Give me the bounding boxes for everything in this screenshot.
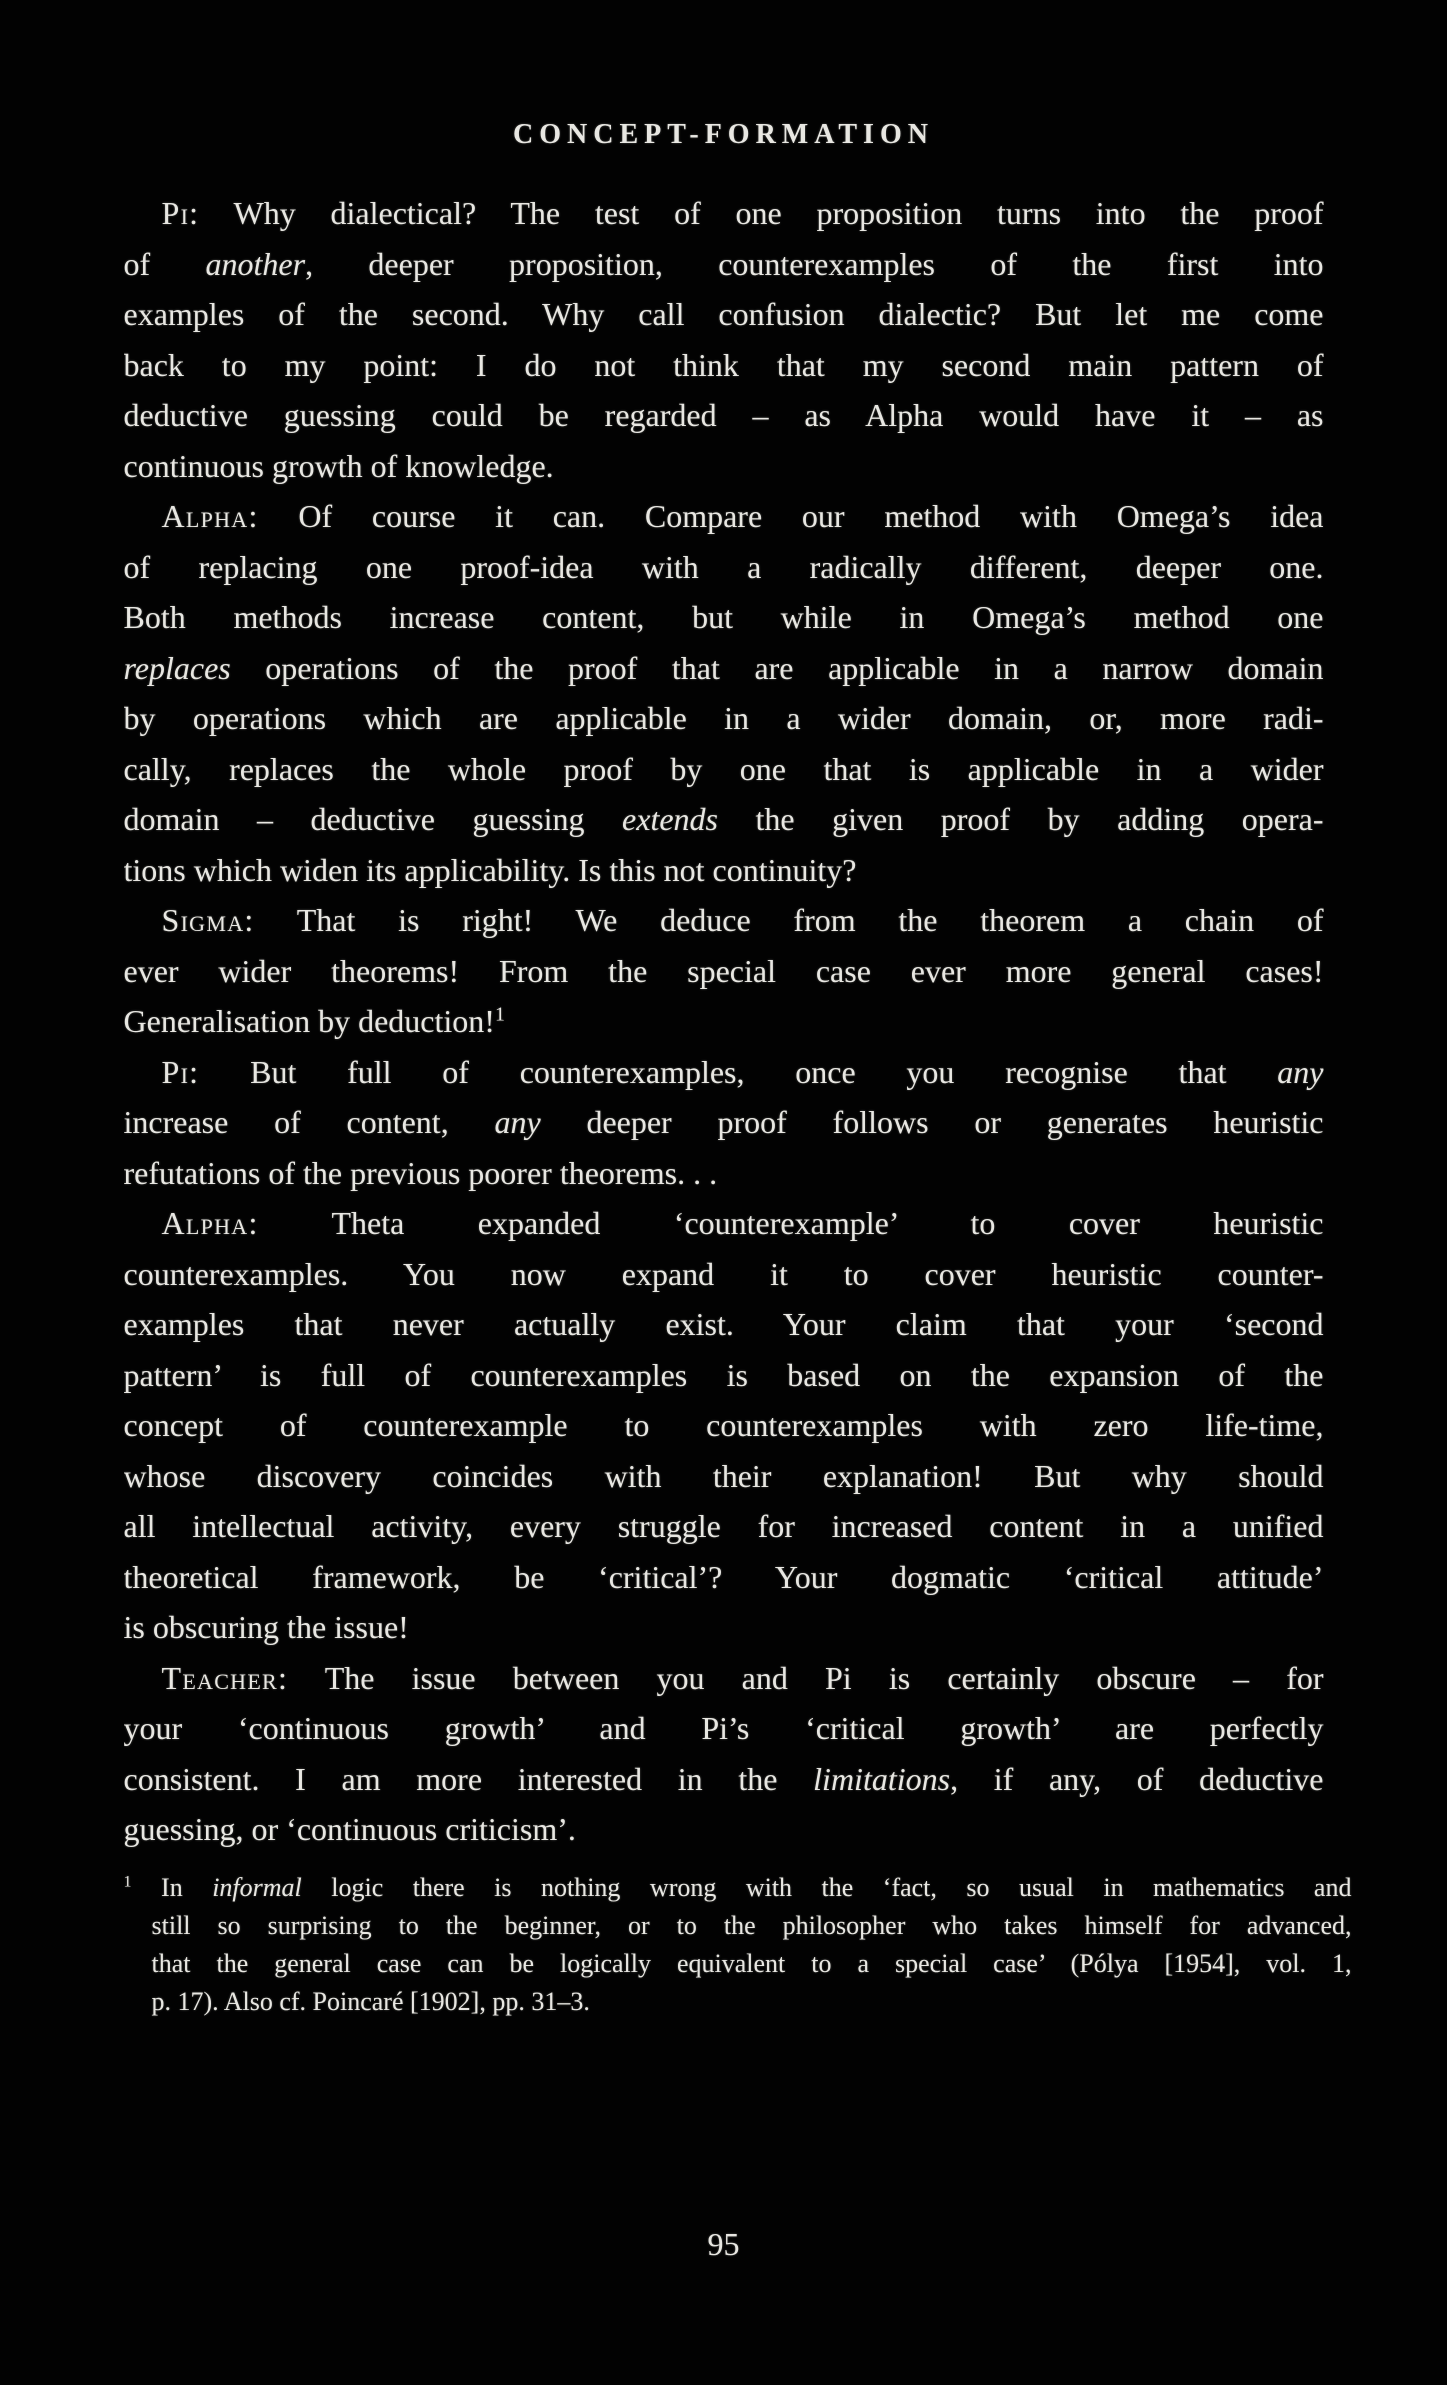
text-segment: Of course it can. Compare our method with Omega’s idea [258,498,1324,534]
text-segment: whose discovery coincides with their explanation! But why should [123,1457,1324,1494]
text-segment: another [205,245,306,282]
text-line [124,390,1324,441]
text-segment: counterexamples. You now expand it to cover heuristic counter- [123,1255,1324,1292]
text-line [124,542,1324,593]
text-line [124,1945,1352,1983]
text-line [124,1869,1352,1907]
text-line [124,239,1324,290]
text-line [124,491,1324,542]
text-segment: Theta expanded ‘counterexample’ to cover heuristic [258,1205,1324,1241]
text-segment: domain – deductive guessing [123,801,623,837]
footnote [123,1869,1352,2021]
text-segment: operations of the proof that are applicable in a narrow domain [230,649,1324,686]
text-line [124,946,1324,997]
text-line [124,289,1324,340]
speaker-label: Teacher: [161,1659,289,1696]
text-line [124,1350,1324,1401]
paragraph [124,1047,1324,1199]
text-segment: increase of content, [123,1104,495,1140]
footnote-ref: 1 [123,1872,132,1890]
page-body [124,188,1324,1855]
text-segment: logic there is nothing wrong with the ‘fact, so usual in mathematics and [301,1872,1352,1902]
text-line [124,895,1324,946]
text-line [124,1602,1324,1653]
text-segment: examples of the second. Why call confusion dialectic? But let me come [123,296,1324,332]
text-segment: In [131,1872,213,1902]
text-segment: Generalisation by deduction! [123,1003,495,1039]
text-segment: the given proof by adding opera- [717,801,1324,837]
text-line [124,1451,1324,1502]
text-segment: examples that never actually exist. Your claim that your ‘second [123,1306,1324,1342]
text-line [124,1552,1324,1603]
text-line [124,592,1324,643]
text-line [124,1148,1324,1199]
paragraph [124,491,1324,895]
text-segment: all intellectual activity, every struggle for increased content in a unified [123,1508,1324,1544]
text-line [124,188,1324,239]
speaker-label: Sigma: [161,902,255,938]
footnote-ref: 1 [494,1003,505,1026]
speaker-label: Alpha: [161,498,259,534]
text-segment: Both methods increase content, but while in Omega’s method one [123,599,1324,635]
text-line [124,643,1324,694]
text-segment: theoretical framework, be ‘critical’? Your dogmatic ‘critical attitude’ [123,1558,1324,1595]
text-line [124,1983,1352,2021]
page-number: 95 [707,2225,740,2262]
text-line [124,1804,1324,1855]
page-content [123,0,1352,2264]
page-header: CONCEPT-FORMATION [513,119,934,150]
text-segment: any [494,1104,541,1140]
text-segment: that the general case can be logically equivalent to a special case’ (Pólya [1954], vol. 1, [151,1948,1352,1978]
paragraph [124,188,1324,491]
text-segment: Why dialectical? The test of one proposition turns into the proof [199,195,1324,231]
text-segment: refutations of the previous poorer theorems. . . [123,1154,718,1191]
text-line [124,794,1324,845]
text-segment: concept of counterexample to counterexamples with zero life-time, [123,1407,1324,1443]
text-line [124,1198,1324,1249]
text-segment: deductive guessing could be regarded – as Alpha would have it – as [123,397,1324,433]
text-segment: p. 17). Also cf. Poincaré [1902], pp. 31–3. [151,1986,590,2016]
text-line [124,1703,1324,1754]
speaker-label: Alpha: [161,1205,259,1241]
text-segment: of [123,245,206,282]
text-segment: , if any, of deductive [950,1760,1324,1797]
text-segment: limitations [813,1760,951,1797]
text-line [124,1653,1324,1704]
speaker-label: Pi: [161,195,200,231]
text-segment: That is right! We deduce from the theorem a chain of [254,902,1324,938]
text-segment: any [1277,1053,1324,1090]
text-segment: deeper proof follows or generates heuristic [540,1104,1324,1140]
text-line [124,1501,1324,1552]
paragraph [124,1198,1324,1653]
text-line [124,1907,1352,1945]
text-segment: back to my point: I do not think that my second main pattern of [123,346,1324,383]
text-segment: of replacing one proof-idea with a radically different, deeper one. [123,548,1324,585]
speaker-label: Pi: [161,1053,200,1090]
text-line [124,1754,1324,1805]
text-segment: pattern’ is full of counterexamples is based on the expansion of the [123,1356,1324,1393]
text-line [124,1249,1324,1300]
paragraph [124,895,1324,1047]
text-line [124,1400,1324,1451]
text-segment: ever wider theorems! From the special case ever more general cases! [123,952,1324,989]
text-line [124,996,1324,1047]
text-line [124,693,1324,744]
text-segment: still so surprising to the beginner, or to the philosopher who takes himself for advanced, [151,1910,1352,1940]
text-segment: informal [212,1872,302,1902]
paragraph [124,1653,1324,1855]
text-segment: continuous growth of knowledge. [123,447,554,484]
text-segment: consistent. I am more interested in the [123,1760,814,1797]
text-line [124,845,1324,896]
text-segment: your ‘continuous growth’ and Pi’s ‘critical growth’ are perfectly [123,1710,1324,1746]
text-segment: , deeper proposition, counterexamples of the first into [305,245,1324,282]
text-segment: extends [622,801,718,837]
text-line [124,744,1324,795]
text-segment: But full of counterexamples, once you recognise that [199,1053,1278,1090]
text-line [124,441,1324,492]
text-segment: guessing, or ‘continuous criticism’. [123,1811,576,1847]
text-segment: by operations which are applicable in a wider domain, or, more radi- [123,700,1324,736]
text-line [124,1047,1324,1098]
text-line [124,1097,1324,1148]
text-segment: The issue between you and Pi is certainly obscure – for [288,1659,1324,1696]
text-line [124,340,1324,391]
text-segment: tions which widen its applicability. Is this not continuity? [123,851,857,888]
text-segment: cally, replaces the whole proof by one that is applicable in a wider [123,750,1324,787]
text-segment: replaces [123,649,231,686]
text-segment: is obscuring the issue! [123,1609,409,1645]
text-line [124,1299,1324,1350]
